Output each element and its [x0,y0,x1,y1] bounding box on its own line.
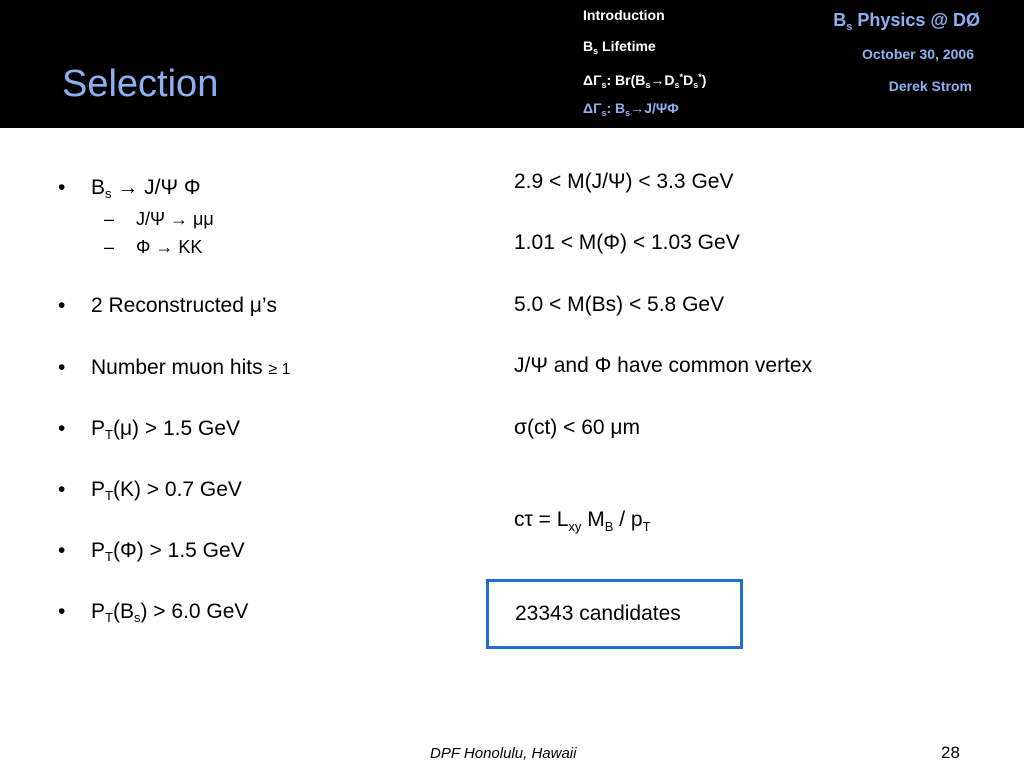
bullet-marker: • [58,356,66,379]
bullet-marker: • [58,176,66,199]
nav-item-bs-lifetime[interactable]: $B_s$ Lifetime [583,38,656,56]
nav-item-br-ds-ds[interactable]: $\Delta\Gamma_s$: $Br(B_s\to D_s^*D_s^*)$ [583,72,707,90]
cut-value: 5.0 < M(Bs) < 5.8 GeV [514,293,725,316]
sub-bullet-marker: – [104,209,115,229]
nav-item-introduction[interactable]: Introduction [583,7,665,23]
cut-value: σ(ct) < 60 μm [514,416,640,439]
sub-list-item-text: Φ → KK [136,237,203,257]
formula-ctau: $c\tau = L_{xy}$ $M_B / p_T$ [514,508,651,534]
list-item-text: $P_T(B_s) > 6.0$ GeV [91,600,249,625]
candidates-box [486,579,743,649]
page-number: 28 [941,743,960,762]
brand-title: $B_s$ Physics @ DØ [833,10,980,33]
cut-value: 2.9 < M(J/Ψ) < 3.3 GeV [514,170,734,193]
author-name: Derek Strom [888,78,972,94]
header-info [724,0,1024,128]
list-item-text: $P_T(\mu) > 1.5$ GeV [91,417,241,442]
sub-list-item-text: J/Ψ → μμ [136,209,214,229]
bullet-marker: • [58,478,66,501]
bullet-marker: • [58,600,66,623]
cut-value: 1.01 < M(Φ) < 1.03 GeV [514,231,740,254]
footer-venue: DPF Honolulu, Hawaii [430,745,577,762]
list-item-text: 2 Reconstructed μ’s [91,294,278,317]
nav-item-jpsi-phi[interactable]: $\Delta\Gamma_s$: $B_s\to J/\Psi\Phi$ [583,100,679,118]
date-text: October 30, 2006 [861,46,974,62]
cut-value: J/Ψ and Φ have common vertex [514,354,813,377]
slide-title: Selection [62,63,219,105]
bullet-marker: • [58,294,66,317]
list-item-text: Number muon hits ≥ 1 [91,356,291,379]
list-item-text: $P_T(\Phi) > 1.5$ GeV [91,539,245,564]
bullet-marker: • [58,417,66,440]
list-item-text: $B_s \to J/\Psi$ Φ [91,176,201,201]
bullet-marker: • [58,539,66,562]
sub-bullet-marker: – [104,237,115,257]
header-bar [0,0,1024,128]
list-item-text: $P_T(K) > 0.7$ GeV [91,478,242,503]
candidates-count: 23343 candidates [515,602,681,625]
